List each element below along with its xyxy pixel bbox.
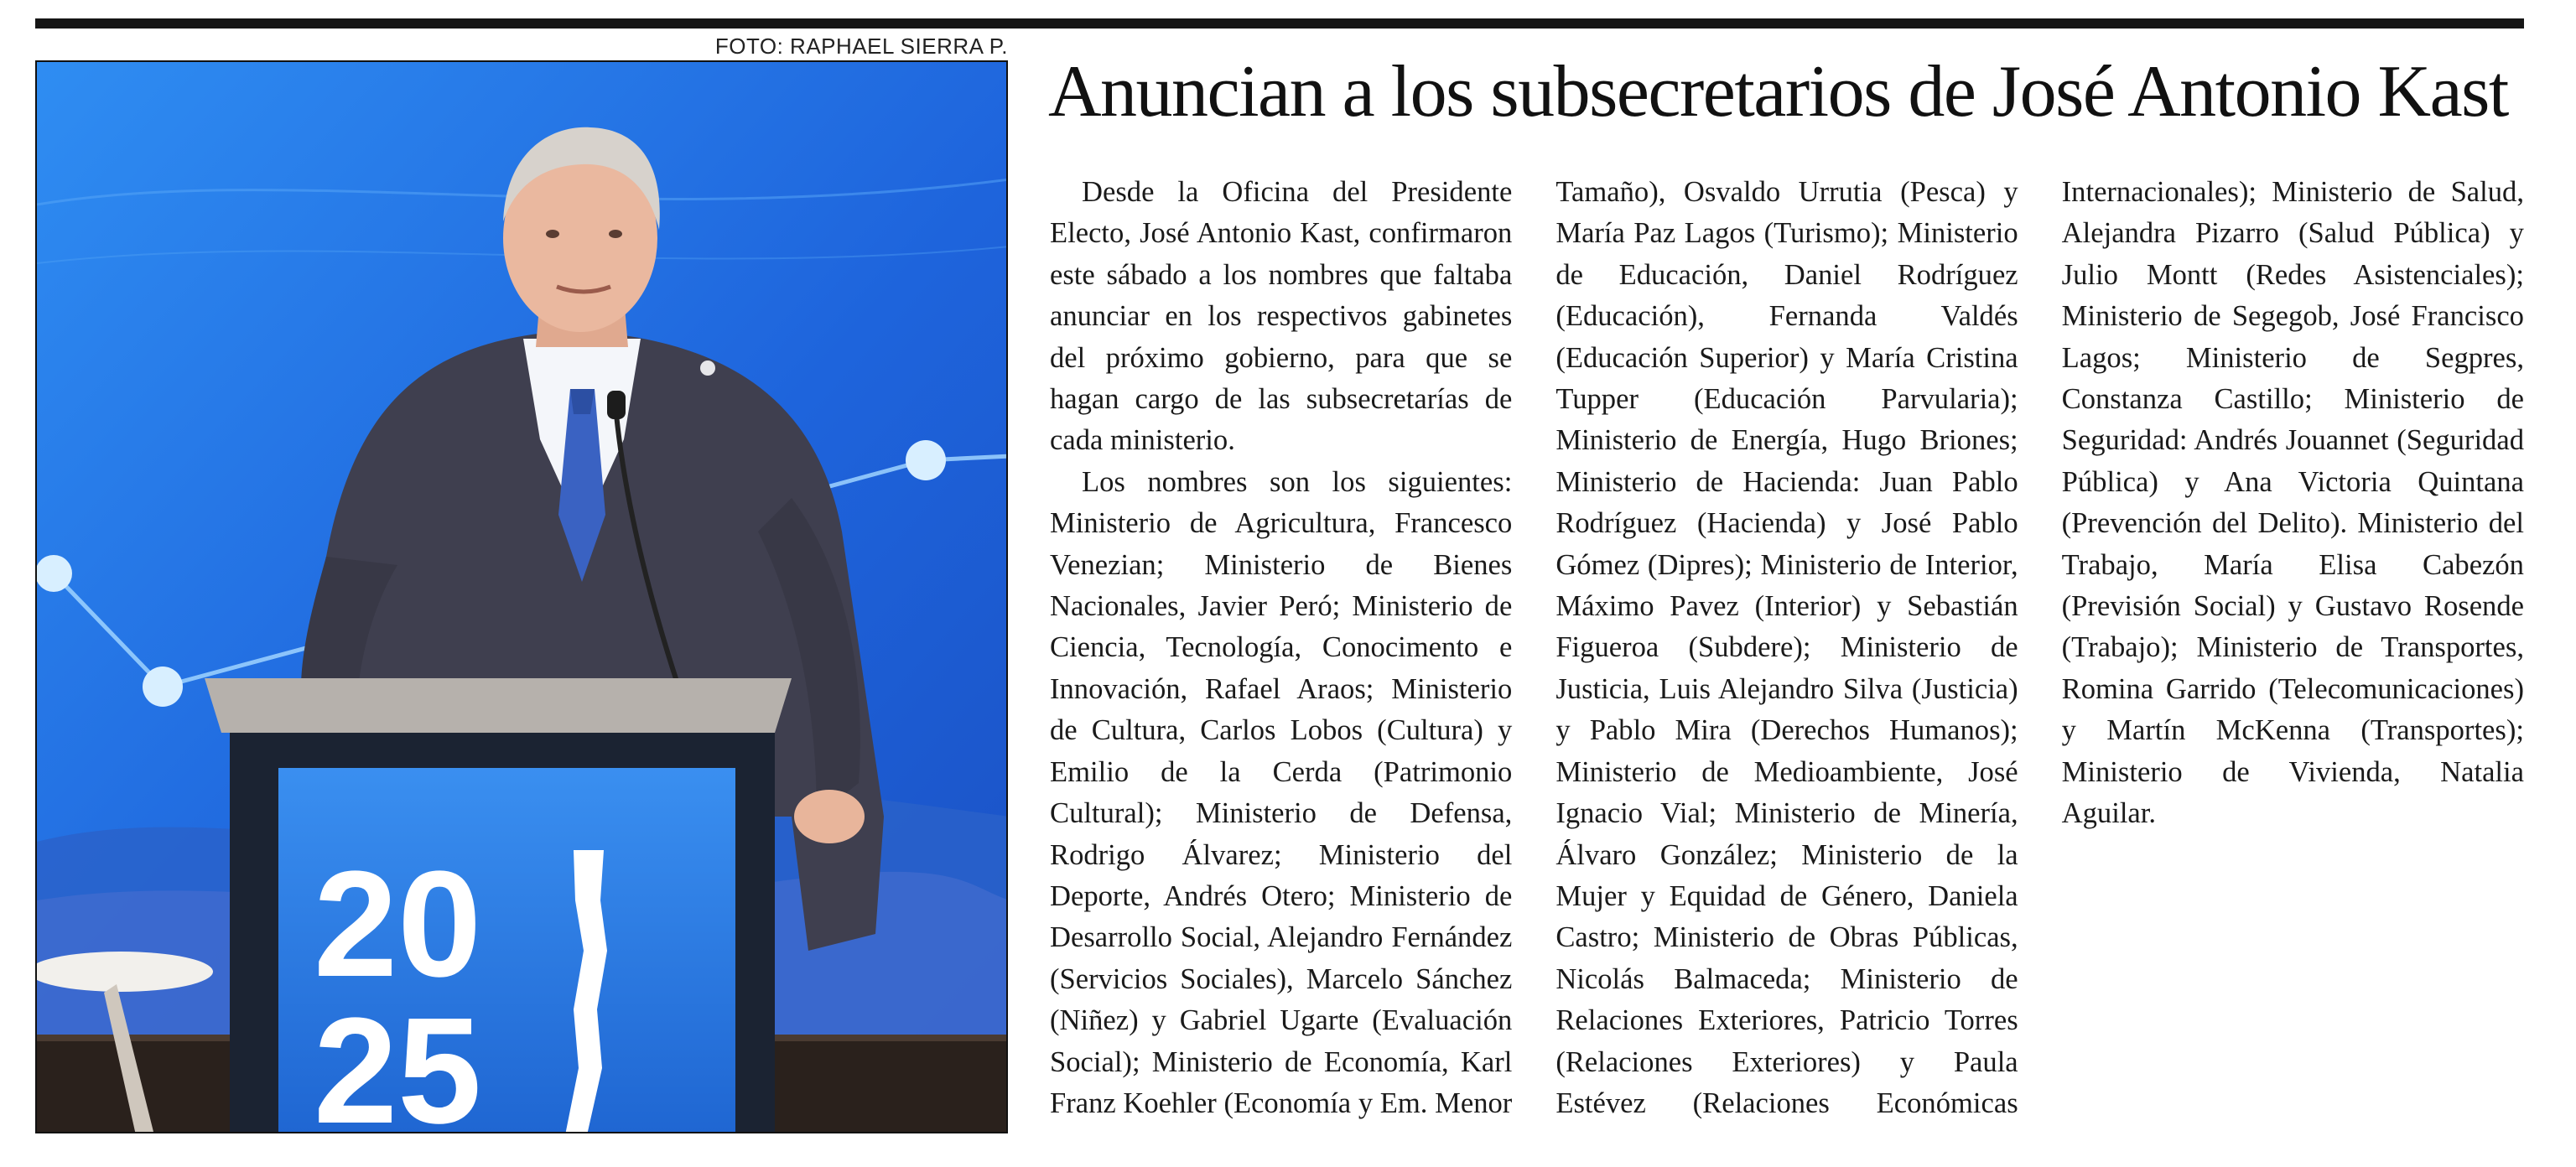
top-rule xyxy=(35,18,2524,29)
podium-sign-year-top: 20 xyxy=(314,840,482,1009)
article-headline: Anuncian a los subsecretarios de José Antonio Kast xyxy=(1048,51,2508,132)
photo-credit: FOTO: RAPHAEL SIERRA P. xyxy=(714,34,1008,59)
article-paragraph: Desde la Oficina del Presidente Electo, José Antonio Kast, confirmaron este sábado a los nombres que faltaba anunciar en los respectivos gabinetes del próximo gobierno, para que se hagan cargo de las subsecretarías de cada ministerio. xyxy=(1050,176,1513,457)
podium-sign-year-bottom: 25 xyxy=(314,987,482,1133)
article-paragraph: Los nombres son los siguientes: Ministerio de Agricultura, Francesco Venezian; Ministerio de Bienes Nacionales, Javier Peró; Ministerio de Ciencia, Tecnología, Conocimento e Innovación, Rafael Araos; Ministerio de Cultura, Carlos Lobos (Cultura) y Emilio de la Cerda (Patrimonio Cultural); Ministerio de Defensa, Rodrigo Álvarez; Ministerio del Deporte, Andrés Otero; Ministerio de Desarrollo Social, Alejandro Fernández (Servicios Sociales), Marcelo Sánchez (Niñez) y Gabriel Ugarte (Evaluación Social); Ministerio de Economía, Karl Franz Koehler (Economía y Em. Menor Tamaño), Osvaldo Urrutia (Pesca) y María Paz Lagos (Turismo); Ministerio de Educación, Daniel Rodríguez (Educación), Fernanda Valdés (Educación Superior) y María Cristina Tupper (Educación Parvularia); Ministerio de Energía, Hugo Briones; Ministerio de Hacienda: Juan Pablo Rodríguez (Hacienda) y José Pablo Gómez (Dipres); Ministerio de Interior, Máximo Pavez (Interior) y Sebastián Figueroa (Subdere); Ministerio de Justicia, Luis Alejandro Silva (Justicia) y Pablo Mira (Derechos Humanos); Ministerio de Medioambiente, José Ignacio Vial; Ministerio de Minería, Álvaro González; Ministerio de la Mujer y Equidad de Género, Daniela Castro; Ministerio de Obras Públicas, Nicolás Balmaceda; Ministerio de Relaciones Exteriores, Patricio Torres (Relaciones Exteriores) y Paula Estévez (Relaciones Económicas Internacionales); Ministerio de Salud, Alejandra Pizarro (Salud Pública) y Julio Montt (Redes Asistenciales); Ministerio de Segegob, José Francisco Lagos; Ministerio de Segpres, Constanza Castillo; Ministerio de Seguridad: Andrés Jouannet (Seguridad Pública) y Ana Victoria Quintana (Prevención del Delito). Ministerio del Trabajo, María Elisa Cabezón (Previsión Social) y Gustavo Rosende (Trabajo); Ministerio de Transportes, Romina Garrido (Telecomunicaciones) y Martín McKenna (Transportes); Ministerio de Vivienda, Natalia Aguilar. xyxy=(1050,176,2524,1119)
article-photo xyxy=(35,60,1008,1133)
article-body xyxy=(1050,172,2524,1136)
speaker-at-podium-illustration xyxy=(37,62,1008,1133)
